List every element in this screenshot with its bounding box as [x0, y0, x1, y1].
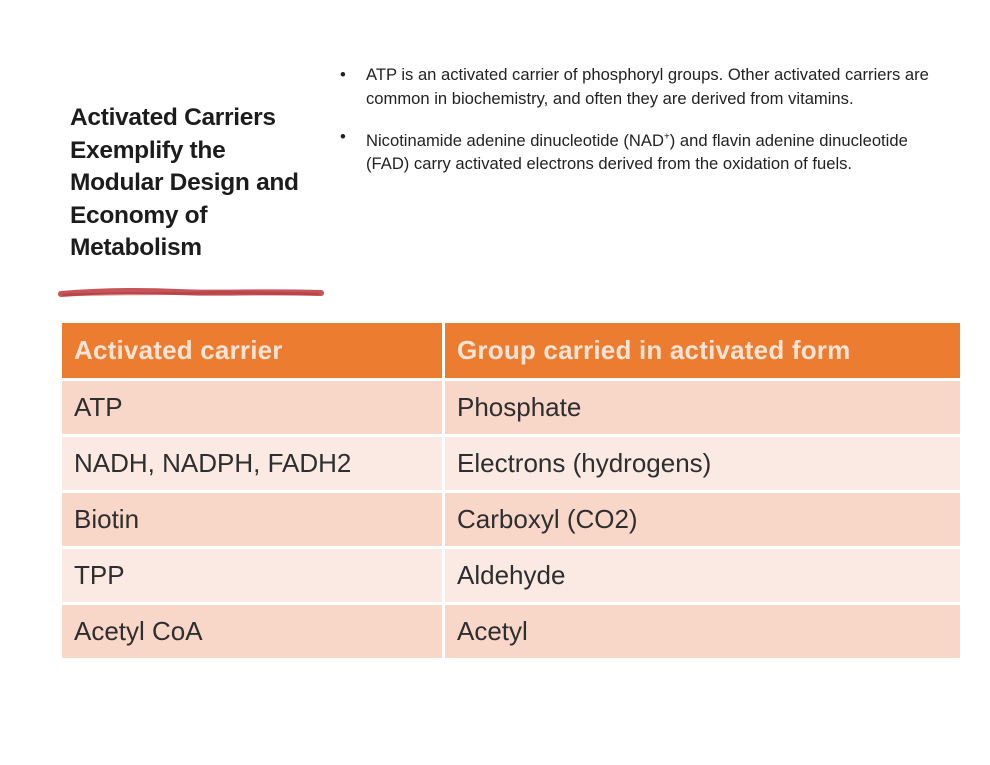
- table-header-row: [62, 323, 960, 381]
- title-line: Exemplify the: [70, 136, 226, 164]
- column-header-group-carried: Group carried in activated form: [445, 323, 960, 381]
- bullet-text-part: Nicotinamide adenine dinucleotide (NAD: [366, 130, 664, 150]
- bullet-marker: •: [340, 127, 346, 146]
- slide-title: [70, 102, 332, 265]
- carrier-cell: TPP: [62, 549, 445, 605]
- bullet-text: [366, 131, 908, 174]
- carrier-cell: Biotin: [62, 493, 445, 549]
- bullet-list: [340, 63, 940, 191]
- title-line: Activated Carriers: [70, 104, 276, 131]
- group-cell: Phosphate: [445, 381, 960, 437]
- bullet-item: [340, 63, 940, 110]
- bullet-item: [340, 125, 940, 176]
- table-row: [62, 549, 960, 605]
- carrier-cell: ATP: [62, 381, 445, 437]
- group-cell: Aldehyde: [445, 549, 960, 605]
- bullet-marker: •: [340, 65, 346, 84]
- carrier-cell: Acetyl CoA: [62, 605, 445, 661]
- title-line: Economy of: [70, 201, 208, 229]
- table-row: [62, 437, 960, 493]
- group-cell: Carboxyl (CO2): [445, 493, 960, 549]
- bullet-text: ATP is an activated carrier of phosphoryl groups. Other activated carriers are common in biochemistry, and often they are derived from vitamins.: [366, 65, 929, 108]
- title-underline-stroke: [58, 286, 324, 300]
- table-row: [62, 605, 960, 661]
- title-line: Metabolism: [70, 234, 202, 261]
- table-row: [62, 493, 960, 549]
- carrier-cell: NADH, NADPH, FADH2: [62, 437, 445, 493]
- bullet-text-part: ) and flavin adenine dinucleotide (FAD) carry activated electrons derived from the oxidation of fuels.: [366, 130, 908, 174]
- table-row: [62, 381, 960, 437]
- column-header-activated-carrier: Activated carrier: [62, 323, 445, 381]
- title-line: Modular Design and: [70, 169, 299, 196]
- superscript-plus: +: [663, 131, 670, 142]
- group-cell: Acetyl: [445, 605, 960, 661]
- activated-carriers-table: [62, 323, 960, 661]
- group-cell: Electrons (hydrogens): [445, 437, 960, 493]
